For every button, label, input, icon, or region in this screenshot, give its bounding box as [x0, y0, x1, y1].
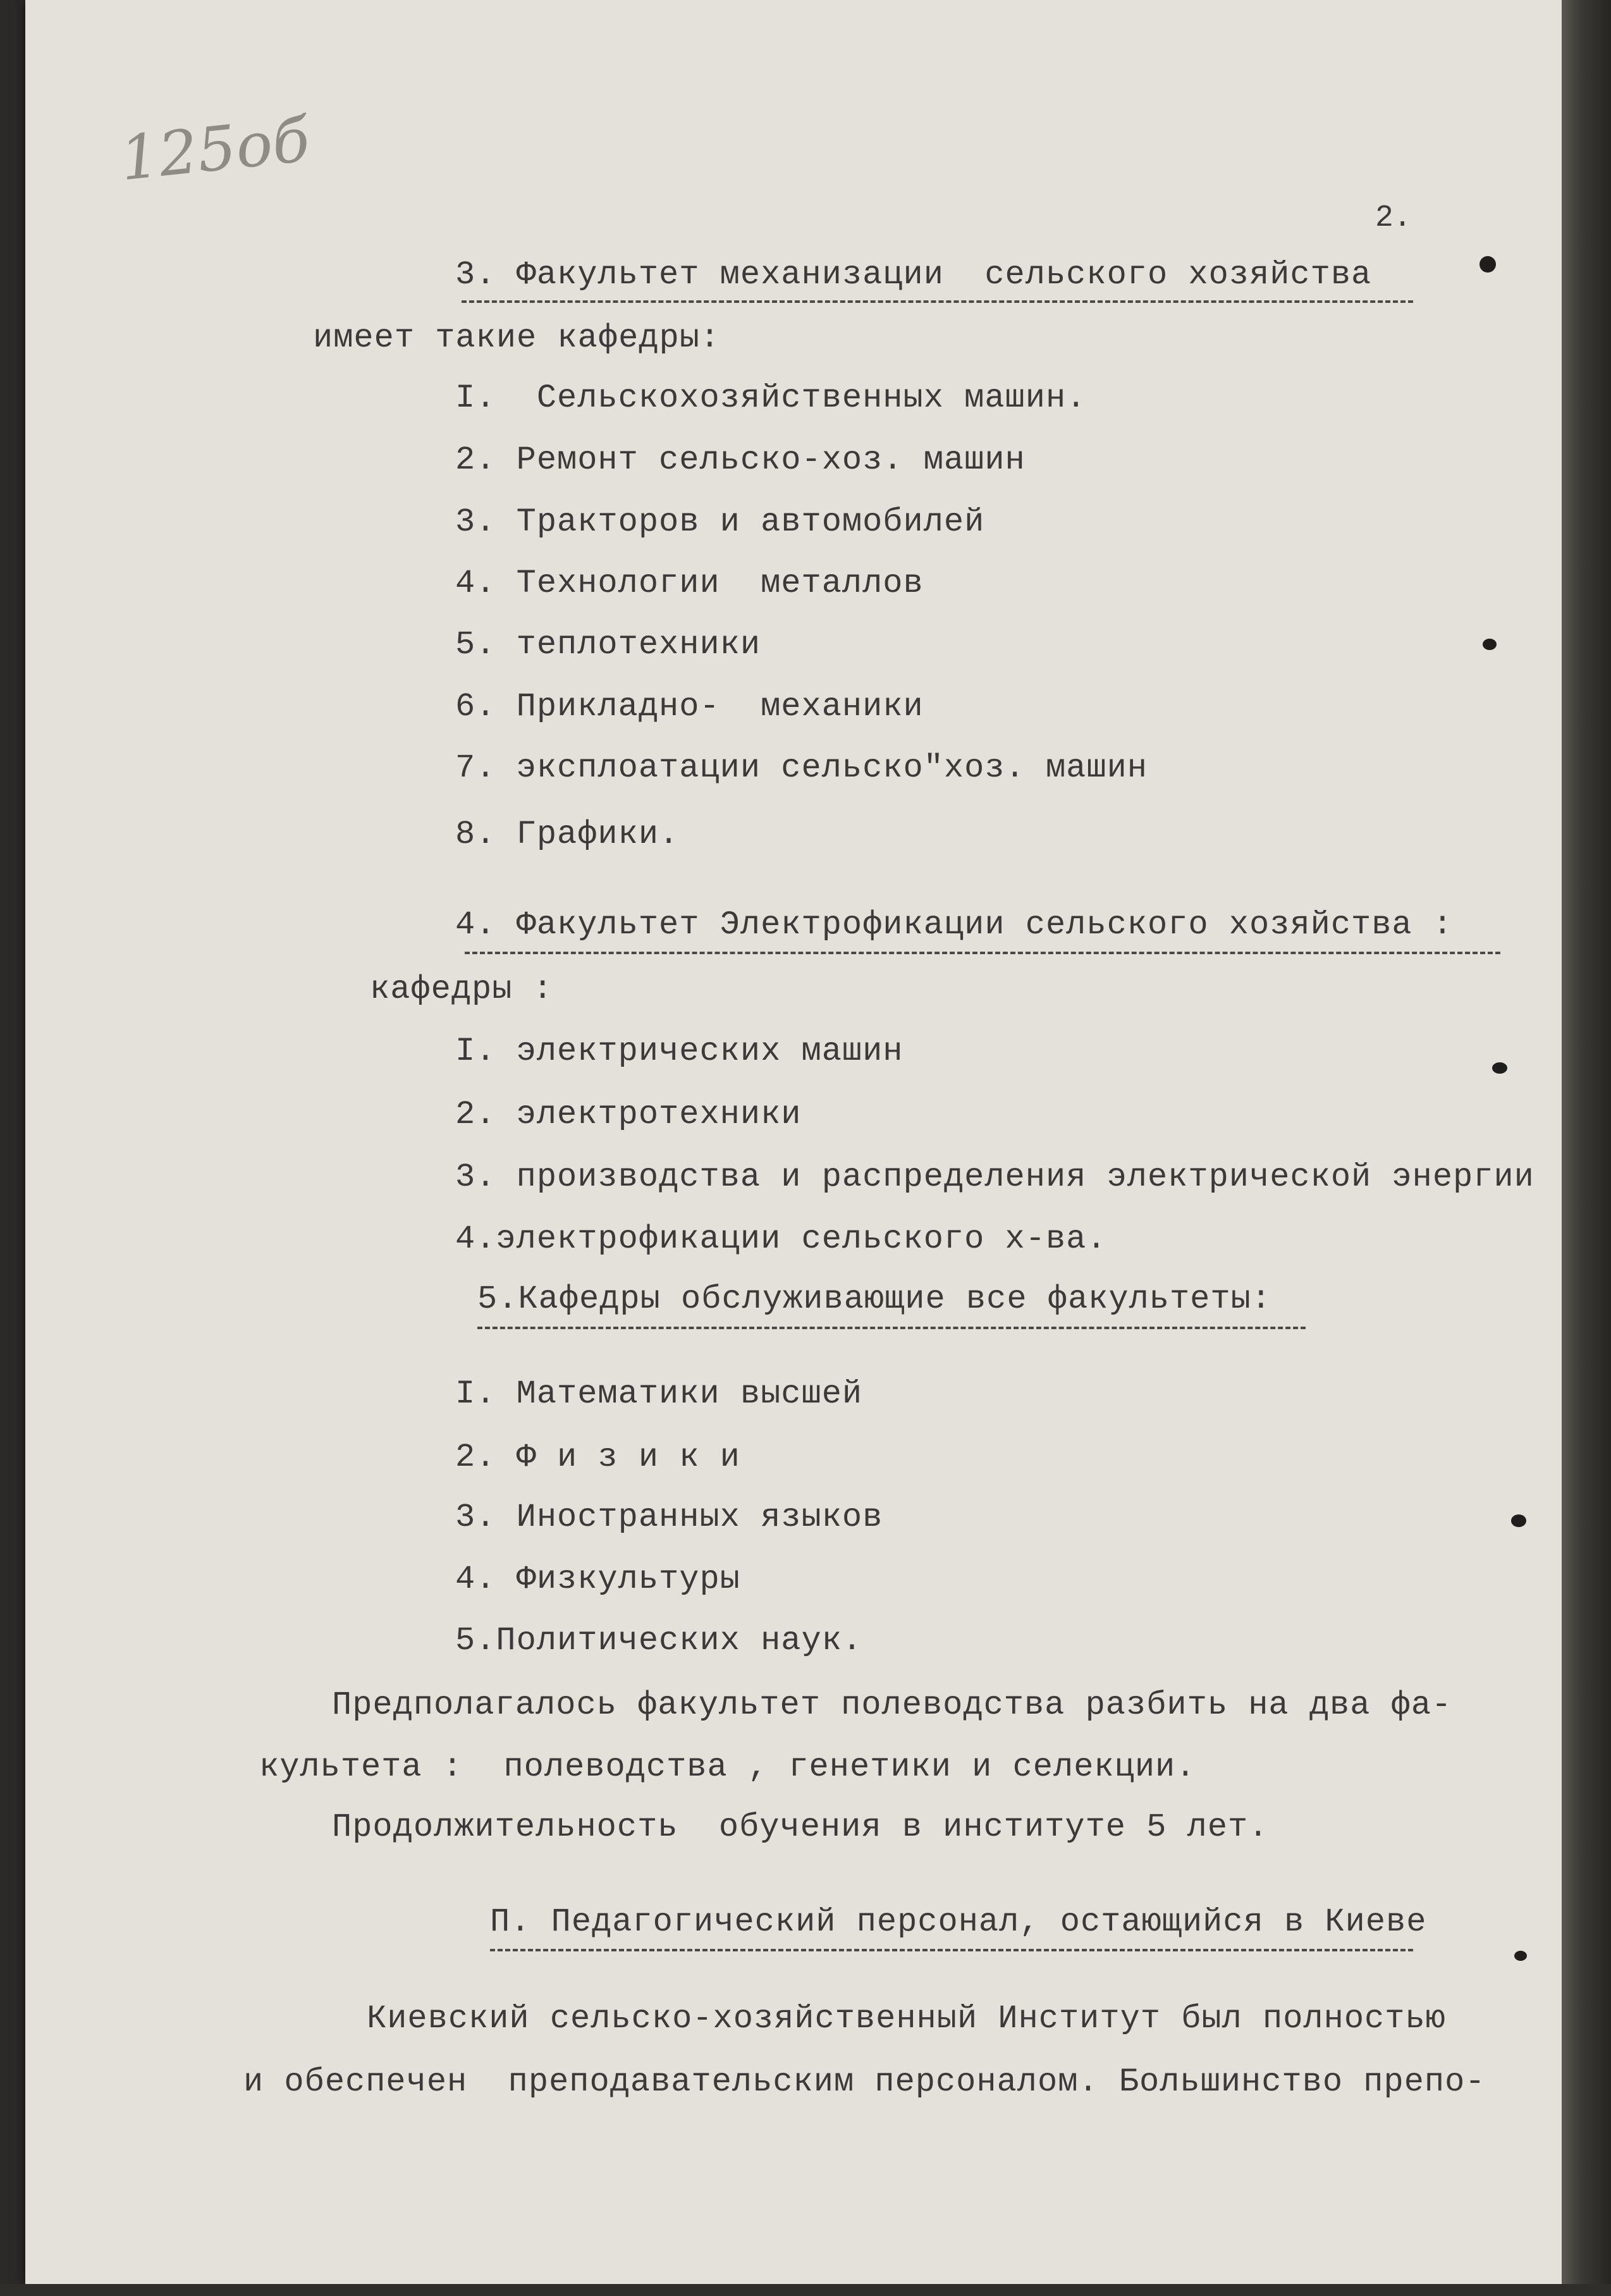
section3-underline	[462, 300, 1413, 303]
section2-heading: П. Педагогический персонал, остающийся в Киеве	[490, 1903, 1427, 1941]
section3-item: 2. Ремонт сельско-хоз. машин	[455, 441, 1026, 479]
section2-underline	[490, 1949, 1413, 1951]
section5-underline	[477, 1327, 1306, 1329]
paper-speck	[1483, 639, 1497, 650]
section5-item: I. Математики высшей	[455, 1375, 863, 1413]
body-text-line: Киевский сельско-хозяйственный Институт был полностью	[367, 2000, 1446, 2037]
section3-item: 8. Графики.	[455, 816, 680, 853]
section5-item: 3. Иностранных языков	[455, 1499, 883, 1536]
body-text-line: и обеспечен преподавательским персоналом. Большинство препо-	[243, 2063, 1486, 2101]
archive-folio-number: 125об	[116, 104, 313, 195]
section3-item: 6. Прикладно- механики	[455, 688, 924, 725]
section4-item: 2. электротехники	[455, 1096, 802, 1133]
document-page	[25, 0, 1562, 2284]
section4-item: 4.электрофикации сельского х-ва.	[455, 1220, 1107, 1258]
paragraph-line: Продолжительность обучения в институте 5 лет.	[332, 1808, 1269, 1846]
paragraph-line: культета : полеводства , генетики и селекции.	[259, 1748, 1196, 1786]
section3-item: 4. Технологии металлов	[455, 565, 924, 602]
section3-item: 5. теплотехники	[455, 626, 761, 663]
section4-intro: кафедры :	[370, 971, 553, 1008]
paper-speck	[1514, 1951, 1527, 1961]
section4-item: 3. производства и распределения электрической энергии	[455, 1158, 1534, 1196]
section4-item: I. электрических машин	[455, 1033, 904, 1070]
section5-item: 5.Политических наук.	[455, 1622, 863, 1659]
paper-speck	[1511, 1514, 1526, 1527]
page-number: 2.	[1375, 201, 1412, 235]
paragraph-line: Предполагалось факультет полеводства разбить на два фа-	[332, 1686, 1452, 1724]
section3-item: 7. эксплоатации сельско"хоз. машин	[455, 749, 1148, 787]
section4-underline	[465, 952, 1500, 954]
scan-border-right	[1562, 0, 1611, 2296]
section3-heading: 3. Факультет механизации сельского хозяйства	[455, 256, 1372, 293]
section3-item: I. Сельскохозяйственных машин.	[455, 379, 1087, 417]
section5-item: 4. Физкультуры	[455, 1561, 740, 1598]
paper-speck	[1479, 256, 1496, 273]
section5-item: 2. Ф и з и к и	[455, 1439, 740, 1476]
section3-intro: имеет такие кафедры:	[313, 319, 721, 357]
section4-heading: 4. Факультет Электрофикации сельского хозяйства :	[455, 906, 1454, 943]
scan-border-bottom	[0, 2284, 1611, 2296]
section5-heading: 5.Кафедры обслуживающие все факультеты:	[477, 1280, 1271, 1318]
section3-item: 3. Тракторов и автомобилей	[455, 503, 985, 541]
paper-speck	[1492, 1062, 1507, 1074]
